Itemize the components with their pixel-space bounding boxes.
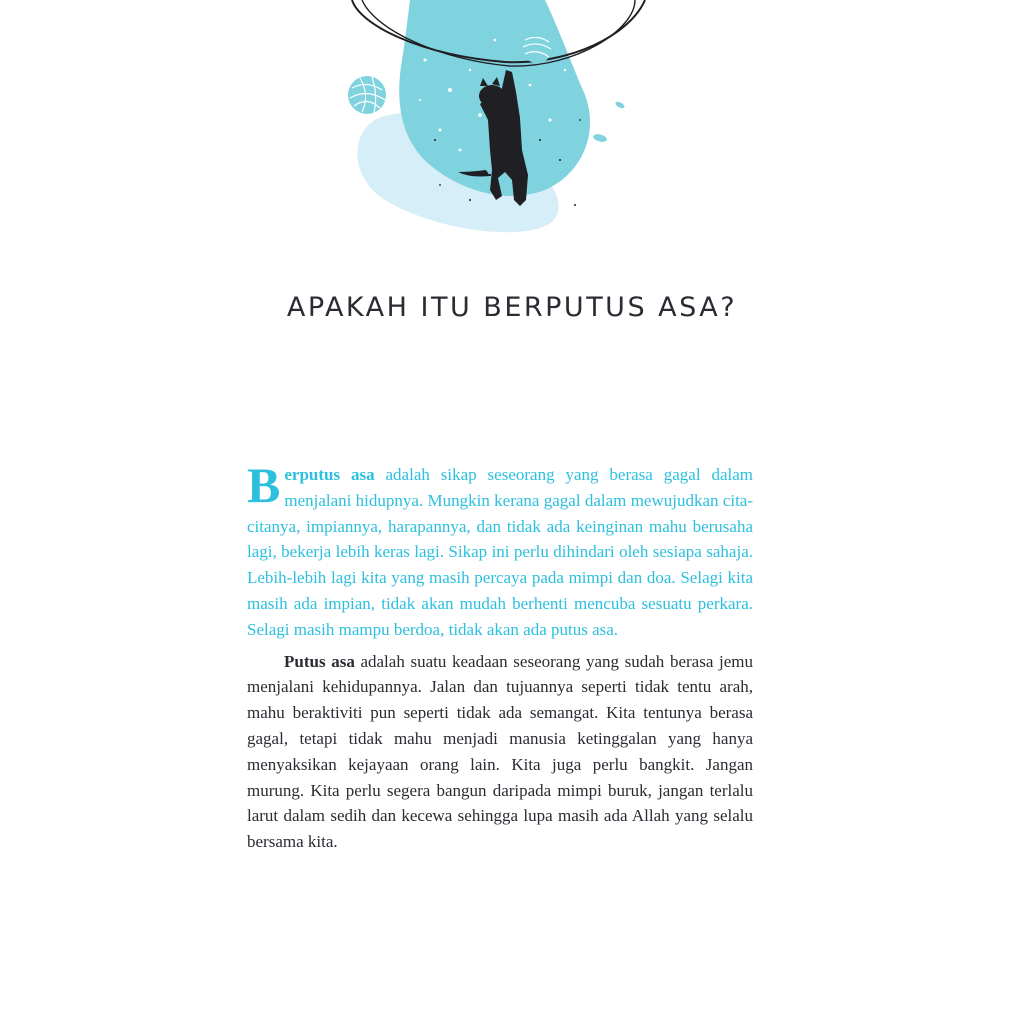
body-text (247, 457, 753, 855)
paragraph-2 (247, 649, 753, 855)
cat-hanging-balloon-illustration (330, 0, 650, 250)
paragraph-1 (247, 457, 753, 643)
drop-cap: B (247, 457, 281, 513)
yarn-ball-left-icon (348, 76, 386, 114)
yarn-ball-right-icon (521, 31, 553, 63)
paragraph-1-text: adalah sikap seseorang yang berasa gagal dalam menjalani hidupnya. Mungkin kerana gagal dalam mewujudkan cita-citanya, impiannya, harapannya, dan tidak ada keinginan mahu berusaha lagi, bekerja lebih keras lagi. Sikap ini perlu dihindari oleh sesiapa sahaja. Lebih-lebih lagi kita yang masih percaya pada mimpi dan doa. Selagi kita masih ada impian, tidak akan mudah berhenti mencuba sesuatu perkara. Selagi masih mampu berdoa, tidak akan ada putus asa. (247, 465, 753, 639)
paragraph-2-lead: Putus asa (284, 651, 355, 671)
paragraph-1-lead: erputus asa (284, 465, 375, 484)
page-title: APAKAH ITU BERPUTUS ASA? (286, 292, 738, 323)
paragraph-2-text: adalah suatu keadaan seseorang yang sudah berasa jemu menjalani kehidupannya. Jalan dan tujuannya seperti tidak tentu arah, mahu beraktiviti pun seperti tidak ada semangat. Kita tentunya berasa gagal, tetapi tidak mahu menjadi manusia ketinggalan yang hanya menyaksikan kejayaan orang lain. Kita juga perlu bangkit. Jangan murung. Kita perlu segera bangun daripada mimpi buruk, jangan terlalu larut dalam sedih dan kecewa sehingga lupa masih ada Allah yang selalu bersama kita. (247, 651, 753, 852)
